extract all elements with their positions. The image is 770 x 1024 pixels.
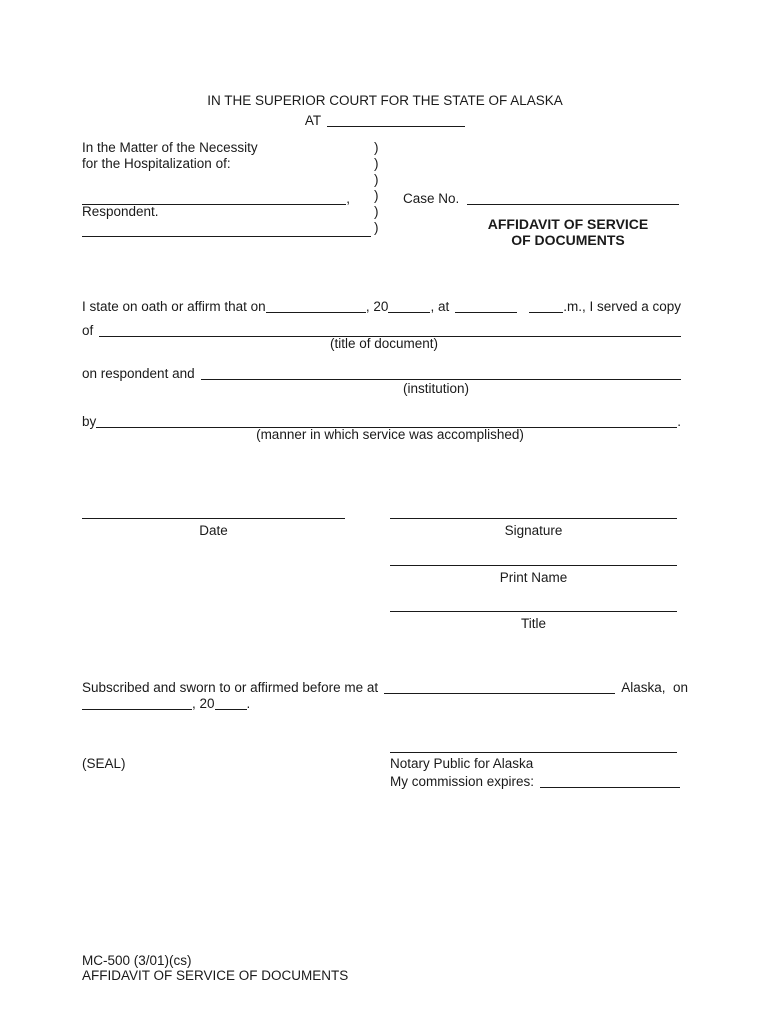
form-title (455, 216, 681, 248)
paren-mark: ) (374, 204, 379, 219)
paren-mark: ) (374, 188, 379, 203)
institution-field[interactable] (201, 365, 681, 380)
title-label: Title (520, 616, 546, 631)
service-manner-field[interactable] (96, 413, 677, 428)
paren-mark: ) (374, 220, 379, 235)
commission-expires-label: My commission expires: (390, 774, 535, 789)
service-date-field[interactable] (266, 298, 366, 313)
title-of-document-caption: (title of document) (329, 336, 439, 351)
respondent-label: Respondent. (82, 204, 159, 219)
notary-year-field[interactable] (215, 695, 247, 710)
sworn-statement-text: Subscribed and sworn to or affirmed before me at (82, 680, 379, 695)
additional-name-field[interactable] (82, 222, 371, 237)
year-prefix-text: , 20 (365, 299, 389, 314)
respondent-name-field[interactable] (82, 190, 346, 205)
signature-label: Signature (504, 523, 563, 538)
signature-group (390, 518, 677, 539)
on-respondent-text: on respondent and (82, 366, 195, 381)
print-name-label: Print Name (499, 570, 568, 585)
additional-name-line (82, 220, 371, 235)
meridiem-field[interactable] (529, 298, 563, 313)
sworn-period-text: . (246, 696, 251, 711)
paren-mark: ) (374, 172, 379, 187)
case-no-label: Case No. (403, 191, 460, 206)
caption-paren-column (374, 140, 379, 236)
date-label: Date (199, 523, 228, 538)
notary-date-field[interactable] (82, 695, 192, 710)
comma-mark: , (346, 191, 350, 206)
form-footer-title: AFFIDAVIT OF SERVICE OF DOCUMENTS (82, 968, 349, 983)
notary-location-field[interactable] (384, 679, 615, 694)
case-number-field[interactable] (467, 190, 679, 205)
print-name-group (390, 565, 677, 586)
matter-line-2: for the Hospitalization of: (82, 156, 231, 171)
institution-line (82, 363, 681, 382)
manner-caption: (manner in which service was accomplished) (256, 427, 524, 442)
form-title-line-2: OF DOCUMENTS (511, 232, 625, 248)
time-prefix-text: , at (430, 299, 450, 314)
meridiem-suffix-text: .m., I served a copy (563, 299, 681, 314)
of-label: of (82, 323, 94, 338)
notary-public-label: Notary Public for Alaska (390, 756, 534, 771)
form-title-line-1: AFFIDAVIT OF SERVICE (487, 216, 649, 232)
commission-expiration-field[interactable] (540, 773, 680, 788)
form-footer (82, 953, 348, 983)
court-location-field[interactable] (327, 112, 465, 127)
oath-statement-text: I state on oath or affirm that on (82, 299, 266, 314)
date-signed-group (82, 518, 345, 539)
commission-line (390, 771, 680, 790)
sworn-date-line (82, 693, 382, 712)
seal-label: (SEAL) (82, 756, 126, 771)
case-number-line (403, 188, 679, 207)
service-time-field[interactable] (455, 298, 517, 313)
at-label: AT (304, 113, 322, 128)
notary-signature-field[interactable] (390, 752, 677, 753)
by-period-text: . (677, 414, 681, 429)
matter-line-1: In the Matter of the Necessity (82, 140, 258, 155)
form-number: MC-500 (3/01)(cs) (82, 953, 192, 968)
oath-statement-line (82, 296, 681, 315)
document-title-field[interactable] (99, 322, 681, 337)
signer-title-group (390, 611, 677, 632)
alaska-on-text: Alaska, on (621, 680, 688, 695)
paren-mark: ) (374, 156, 379, 171)
court-title: IN THE SUPERIOR COURT FOR THE STATE OF ALASKA (207, 93, 563, 108)
by-label: by (82, 414, 97, 429)
institution-caption: (institution) (402, 381, 470, 396)
sworn-year-text: , 20 (192, 696, 215, 711)
paren-mark: ) (374, 140, 379, 155)
court-location-line (0, 110, 770, 129)
service-year-field[interactable] (388, 298, 430, 313)
